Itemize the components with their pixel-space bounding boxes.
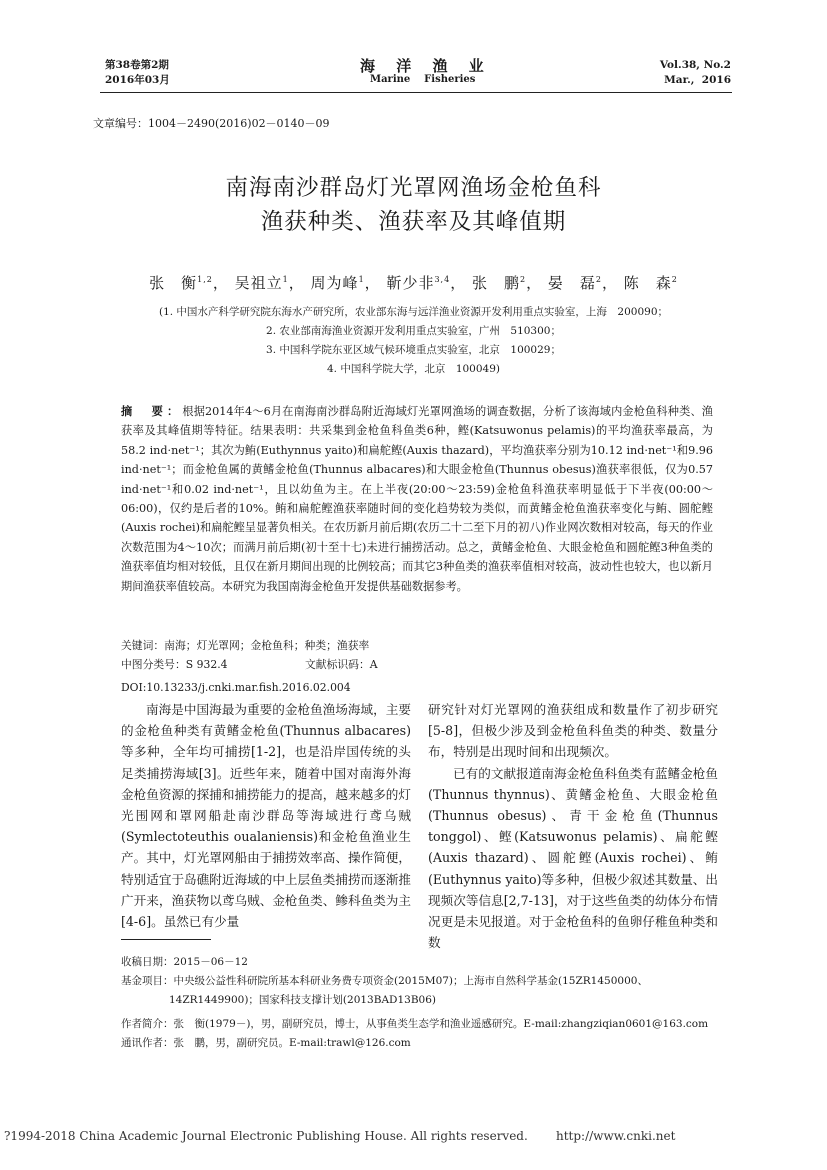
- body-paragraph: 已有的文献报道南海金枪鱼科鱼类有蓝鳍金枪鱼(Thunnus thynnus)、黄鳍金枪鱼、大眼金枪鱼(Thunnus obesus)、青干金枪鱼(Thunnus tonggol)、鲣(Katsuwonus pelamis)、扁舵鲣(Auxis thazard)、圆舵鲣(Auxis rochei)、鲔(Euthynnus yaito)等多种，但极少叙述其数量、出现频次等信息[2,7-13]，对于这些鱼类的幼体分布情况更是未见报道。对于金枪鱼科的鱼卵仔稚鱼种类和数: [428, 765, 718, 951]
- footnote-funding: 基金项目：中央级公益性科研院所基本科研业务费专项资金(2015M07)；上海市自然科学基金(15ZR1450000、: [121, 975, 648, 987]
- header-date-en: Mar., 2016: [664, 74, 731, 86]
- clc-number: 中图分类号：S 932.4: [121, 658, 228, 671]
- journal-name-cn: 海 洋 渔 业: [360, 57, 492, 75]
- body-left-column: [121, 699, 411, 932]
- affiliation: 3. 中国科学院东亚区域气候环境重点实验室，北京 100029；: [266, 344, 561, 356]
- footnote-funding-cont: 14ZR1449900)；国家科技支撑计划(2013BAD13B06): [169, 994, 436, 1006]
- footnote-rule: [121, 939, 211, 940]
- document-code: 文献标识码：A: [305, 658, 378, 671]
- copyright-notice: ?1994-2018 China Academic Journal Electronic Publishing House. All rights reserved.: [4, 1129, 528, 1143]
- doi: DOI:10.13233/j.cnki.mar.fish.2016.02.004: [121, 681, 351, 694]
- body-right-column: [428, 699, 718, 953]
- author: 张 衡$^{1,2}$: [149, 274, 213, 292]
- body-paragraph: 研究针对灯光罩网的渔获组成和数量作了初步研究[5-8]，但极少涉及到金枪鱼科鱼类的种类、数量分布，特别是出现时间和出现频次。: [428, 702, 718, 760]
- footnote-corresponding: 通讯作者：张 鹏，男，副研究员。E-mail:trawl@126.com: [121, 1037, 411, 1049]
- header-volume-en: Vol.38, No.2: [659, 59, 731, 71]
- header-rule: [100, 92, 732, 93]
- abstract: [121, 402, 713, 596]
- abstract-label: 摘 要：: [121, 404, 183, 418]
- author: 靳少非$^{3,4}$: [386, 274, 451, 292]
- author: 张 鹏$^2$: [471, 274, 527, 292]
- author: 吴祖立$^1$: [234, 274, 289, 292]
- journal-name-en: Marine Fisheries: [370, 74, 476, 85]
- footnote-received: 收稿日期：2015－06－12: [121, 956, 248, 968]
- affiliation: (1. 中国水产科学研究院东海水产研究所，农业部东海与远洋渔业资源开发利用重点实验室，上海 200090；: [158, 306, 669, 318]
- author: 周为峰$^1$: [310, 274, 365, 292]
- header-volume-cn: 第38卷第2期: [105, 59, 169, 71]
- body-paragraph: 南海是中国海最为重要的金枪鱼渔场海域，主要的金枪鱼种类有黄鳍金枪鱼(Thunnus albacares)等多种，全年均可捕捞[1-2]，也是沿岸国传统的头足类捕捞海域[3]。近些年来，随着中国对南海外海金枪鱼资源的探捕和捕捞能力的提高，越来越多的灯光围网和罩网船赴南沙群岛等海域进行鸢乌贼(Symlectoteuthis oualaniensis)和金枪鱼渔业生产。其中，灯光罩网船由于捕捞效率高、操作简便，特别适宜于岛礁附近海域的中上层鱼类捕捞而逐渐推广开来，渔获物以鸢乌贼、金枪鱼类、鲹科鱼类为主[4-6]。虽然已有少量: [121, 702, 411, 930]
- title-line-2: 渔获种类、渔获率及其峰值期: [260, 209, 567, 235]
- header-date-cn: 2016年03月: [105, 74, 170, 86]
- author: 陈 森$^2$: [623, 274, 678, 292]
- title-line-1: 南海南沙群岛灯光罩网渔场金枪鱼科: [225, 175, 602, 201]
- keywords: 关键词：南海；灯光罩网；金枪鱼科；种类；渔获率: [121, 639, 370, 652]
- cnki-url[interactable]: http://www.cnki.net: [556, 1129, 676, 1143]
- footnote-author-bio: 作者简介：张 衡(1979－)，男，副研究员，博士，从事鱼类生态学和渔业遥感研究。E-mail:zhangziqian0601@163.com: [121, 1018, 709, 1030]
- article-number: 文章编号：1004－2490(2016)02－0140－09: [93, 117, 330, 130]
- author: 晏 磊$^2$: [547, 274, 602, 292]
- affiliation: 4. 中国科学院大学，北京 100049): [326, 363, 501, 375]
- affiliation: 2. 农业部南海渔业资源开发利用重点实验室，广州 510300；: [266, 325, 561, 337]
- author-list: 张 衡$^{1,2}$， 吴祖立$^1$， 周为峰$^1$， 靳少非$^{3,4}$， 张 鹏$^2$， 晏 磊$^2$， 陈 森$^2$: [149, 274, 678, 292]
- abstract-text: 根据2014年4～6月在南海南沙群岛附近海域灯光罩网渔场的调查数据，分析了该海域内金枪鱼科种类、渔获率及其峰值期等特征。结果表明：共采集到金枪鱼科鱼类6种，鲣(Katsuwonus pelamis)的平均渔获率最高，为58.2 ind·net⁻¹；其次为鲔(Euthynnus yaito)和扁舵鲣(Auxis thazard)，平均渔获率分别为10.12 ind·net⁻¹和9.96 ind·net⁻¹；而金枪鱼属的黄鳍金枪鱼(Thunnus albacares)和大眼金枪鱼(Thunnus obesus)渔获率很低，仅为0.57 ind·net⁻¹和0.02 ind·net⁻¹，且以幼鱼为主。在上半夜(20:00～23:59)金枪鱼科渔获率明显低于下半夜(00:00～06:00)，仅约是后者的10%。鲔和扁舵鲣渔获率随时间的变化趋势较为类似，而黄鳍金枪鱼渔获率变化与鲔、圆舵鲣(Auxis rochei)和扁舵鲣呈显著负相关。在农历新月前后期(农历二十二至下月的初八)作业网次数相对较高，每天的作业次数范围为4～10次；而满月前后期(初十至十七)未进行捕捞活动。总之，黄鳍金枪鱼、大眼金枪鱼和圆舵鲣3种鱼类的渔获率值均相对较低，且仅在新月期间出现的比例较高；而其它3种鱼类的渔获率值相对较高，波动性也较大，也以新月期间渔获率值较高。本研究为我国南海金枪鱼开发提供基础数据参考。: [121, 405, 713, 593]
